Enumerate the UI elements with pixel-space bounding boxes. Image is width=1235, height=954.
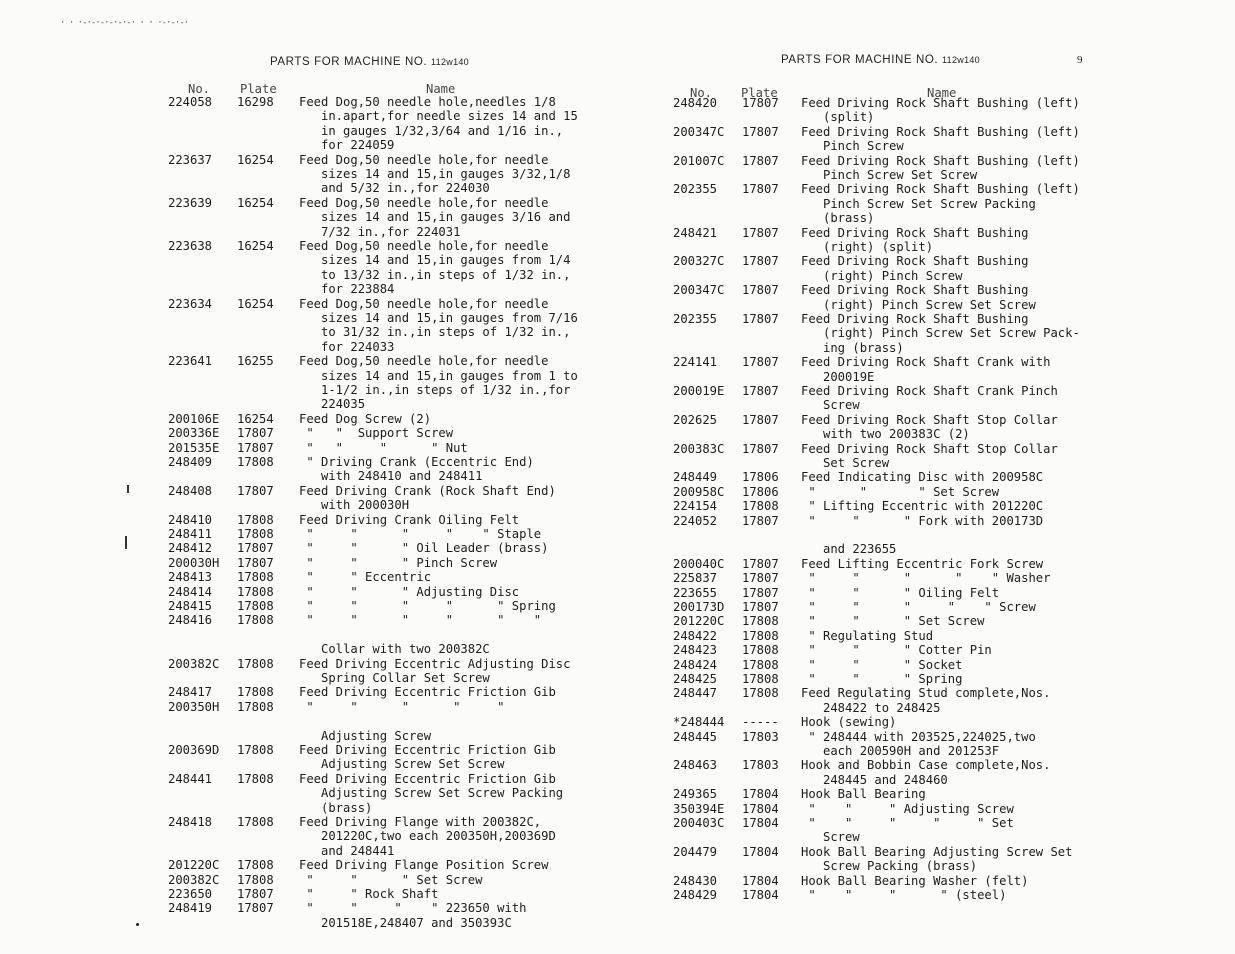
plate-number: 17807 — [742, 412, 779, 427]
plate-number: 17807 — [742, 182, 779, 197]
plate-number: 17808 — [237, 685, 274, 700]
part-name: Feed Driving Flange with 200382C, 201220C,two each 200350H,200369D and 248441 — [299, 815, 556, 858]
plate-number: 16298 — [237, 95, 274, 109]
plate-number: 16254 — [237, 296, 274, 311]
part-name: " " " " " Adjusting Screw — [306, 699, 505, 743]
plate-number: 17808 — [237, 872, 274, 887]
part-name: " " " " " Spring — [299, 599, 556, 613]
part-name: Feed Driving Rock Shaft Bushing (right) Pinch Screw Set Screw — [801, 283, 1036, 312]
part-name: Feed Driving Rock Shaft Bushing (left) Pinch Screw — [801, 124, 1080, 154]
part-name: " " " " (steel) — [801, 888, 1007, 902]
part-name: Feed Dog,50 needle hole,for needle sizes 14 and 15,in gauges from 1/4 to 13/32 in.,in steps of 1/32 in., for 223884 — [299, 239, 571, 297]
part-name: " " " " " Washer — [801, 571, 1051, 586]
right-header-machine: 112w140 — [942, 55, 980, 65]
plate-number: 17804 — [742, 888, 779, 902]
part-number: 200369D — [168, 743, 220, 757]
plate-number: 17807 — [742, 96, 779, 110]
plate-number: 16254 — [237, 195, 274, 210]
plate-number: 17808 — [742, 643, 779, 658]
column-header-name: Name — [426, 82, 456, 96]
part-number: 248408 — [168, 483, 213, 498]
scan-mark — [125, 536, 127, 549]
part-number: 200173D — [673, 600, 725, 614]
part-number: 200403C — [673, 816, 725, 830]
right-parts-column — [673, 86, 1103, 916]
part-name: " " Support Screw — [299, 426, 454, 441]
part-number: 200382C — [168, 656, 220, 671]
plate-number: 17808 — [237, 613, 274, 628]
part-number: 223638 — [168, 239, 213, 253]
part-name: Feed Driving Rock Shaft Crank Pinch Screw — [801, 384, 1058, 413]
plate-number: 17807 — [237, 901, 274, 916]
part-number: 200106E — [168, 411, 220, 426]
plate-number: 17808 — [237, 527, 274, 541]
scan-specks: · · ·-·-·-·-·-·-· · · ·-·-·-· — [60, 18, 189, 28]
part-number: 248463 — [673, 758, 718, 773]
part-number: 201535E — [168, 440, 220, 455]
plate-number: 17807 — [742, 225, 779, 240]
left-parts-column — [168, 82, 618, 930]
plate-number: 17808 — [237, 599, 274, 613]
part-number: 248424 — [673, 657, 718, 672]
left-header-machine: 112w140 — [431, 57, 469, 67]
part-name: Feed Driving Rock Shaft Bushing (right) (split) — [801, 225, 1029, 254]
part-number: 204479 — [673, 844, 718, 859]
plate-number: 16254 — [237, 152, 274, 167]
plate-number: 17808 — [237, 815, 274, 829]
part-number: 223637 — [168, 152, 213, 167]
plate-number: 16254 — [237, 411, 274, 426]
plate-number: 17807 — [742, 513, 779, 528]
part-number: 248414 — [168, 584, 213, 599]
part-name: " " " Set Screw — [801, 484, 1000, 499]
part-number: 248419 — [168, 901, 213, 916]
part-name: Hook Ball Bearing Adjusting Screw Set Screw Packing (brass) — [801, 844, 1073, 874]
column-header-no: No. — [188, 82, 211, 96]
plate-number: 17808 — [237, 570, 274, 585]
plate-number: 17808 — [742, 628, 779, 643]
part-number: 200958C — [673, 484, 725, 499]
left-page-header — [270, 56, 469, 68]
right-page-header — [781, 54, 980, 66]
part-name: Feed Driving Eccentric Adjusting Disc Spring Collar Set Screw — [299, 656, 571, 685]
part-name: " " " " " Screw — [801, 600, 1036, 614]
part-number: 248425 — [673, 672, 718, 686]
plate-number: 17806 — [742, 470, 779, 485]
plate-number: 17808 — [237, 656, 274, 671]
part-number: 225837 — [673, 571, 718, 586]
part-name: Feed Dog Screw (2) — [299, 411, 432, 426]
plate-number: 17807 — [742, 254, 779, 269]
plate-number: 17803 — [742, 729, 779, 744]
part-number: 248417 — [168, 685, 213, 700]
part-number: 224058 — [168, 95, 213, 109]
page-number: 9 — [1077, 54, 1083, 66]
part-name: " " " Fork with 200173D and 223655 — [808, 513, 1044, 557]
part-number: 248413 — [168, 570, 213, 585]
part-number: 248423 — [673, 643, 718, 658]
part-name: Feed Driving Rock Shaft Bushing (left) Pinch Screw Set Screw Packing (brass) — [801, 182, 1080, 226]
part-number: 248421 — [673, 225, 718, 240]
plate-number: 17807 — [742, 312, 779, 326]
part-number: 224141 — [673, 355, 718, 370]
plate-number: 17807 — [742, 600, 779, 614]
part-name: Hook and Bobbin Case complete,Nos. 248445 and 248460 — [801, 758, 1051, 787]
part-number: 200336E — [168, 426, 220, 441]
part-number: 248415 — [168, 599, 213, 613]
part-name: Hook (sewing) — [801, 715, 897, 730]
part-name: " " Eccentric — [299, 570, 432, 585]
part-name: Feed Indicating Disc with 200958C — [801, 470, 1044, 485]
part-number: 248418 — [168, 815, 213, 829]
part-name: " " " " Nut — [299, 440, 468, 455]
plate-number: 17807 — [742, 355, 779, 370]
part-name: Feed Dog,50 needle hole,for needle sizes 14 and 15,in gauges 3/32,1/8 and 5/32 in.,for 224030 — [299, 152, 571, 196]
part-number: 223641 — [168, 354, 213, 369]
part-name: Hook Ball Bearing Washer (felt) — [801, 873, 1029, 888]
plate-number: 17807 — [742, 153, 779, 168]
part-number: 248445 — [673, 729, 718, 744]
plate-number: 17807 — [742, 585, 779, 600]
part-number: 200382C — [168, 872, 220, 887]
scan-mark — [127, 485, 129, 493]
column-header-plate: Plate — [240, 82, 277, 96]
plate-number: 17808 — [742, 499, 779, 514]
part-number: 248416 — [168, 613, 213, 628]
part-number: 248411 — [168, 527, 213, 541]
part-number: 202355 — [673, 182, 718, 197]
part-name: Feed Lifting Eccentric Fork Screw — [801, 556, 1044, 571]
plate-number: 17803 — [742, 758, 779, 773]
part-number: 224154 — [673, 499, 718, 514]
part-name: " " " Set Screw — [801, 614, 985, 629]
plate-number: 17807 — [237, 555, 274, 570]
plate-number: 17807 — [742, 571, 779, 586]
part-name: Feed Regulating Stud complete,Nos. 248422 to 248425 — [801, 686, 1051, 715]
part-number: 200040C — [673, 556, 725, 571]
part-number: 249365 — [673, 787, 718, 802]
part-name: " " " Spring — [801, 672, 963, 686]
part-name: Feed Dog,50 needle hole,needles 1/8 in.apart,for needle sizes 14 and 15 in gauges 1/32,3/64 and 1/16 in., for 224059 — [299, 95, 578, 153]
plate-number: 17807 — [742, 283, 779, 298]
part-name: " " " " " " Collar with two 200382C — [306, 613, 542, 657]
part-name: Feed Driving Flange Position Screw — [299, 858, 549, 873]
plate-number: 17804 — [742, 844, 779, 859]
plate-number: 17807 — [742, 384, 779, 398]
part-number: 223639 — [168, 195, 213, 210]
part-number: 248441 — [168, 771, 213, 786]
part-number: 248429 — [673, 888, 718, 902]
plate-number: 17808 — [237, 512, 274, 527]
part-number: 350394E — [673, 801, 725, 816]
part-name: Feed Driving Rock Shaft Stop Collar with two 200383C (2) — [801, 412, 1058, 442]
plate-number: 17807 — [742, 124, 779, 139]
plate-number: 17808 — [237, 455, 274, 469]
part-name: Feed Driving Rock Shaft Bushing (left) Pinch Screw Set Screw — [801, 153, 1080, 182]
plate-number: 17808 — [742, 614, 779, 629]
part-number: 223655 — [673, 585, 718, 600]
part-name: Hook Ball Bearing — [801, 787, 926, 802]
plate-number: 17808 — [742, 657, 779, 672]
part-number: 223650 — [168, 887, 213, 901]
part-number: 248412 — [168, 541, 213, 556]
part-number: 201220C — [673, 614, 725, 629]
part-number: 201220C — [168, 858, 220, 873]
part-name: Feed Driving Rock Shaft Bushing (left) (split) — [801, 96, 1080, 125]
part-name: Feed Dog,50 needle hole,for needle sizes 14 and 15,in gauges from 7/16 to 31/32 in.,in steps of 1/32 in., for 224033 — [299, 296, 578, 354]
plate-number: 17804 — [742, 787, 779, 802]
part-name: " " " Oiling Felt — [801, 585, 1000, 600]
plate-number: 17807 — [237, 541, 274, 556]
part-number: 248430 — [673, 873, 718, 888]
part-number: 200383C — [673, 441, 725, 456]
part-number: 202355 — [673, 312, 718, 326]
part-name: " " " Cotter Pin — [801, 643, 992, 658]
plate-number: 17808 — [237, 584, 274, 599]
part-number: 200347C — [673, 283, 725, 298]
part-name: " " " Set Screw — [299, 872, 483, 887]
part-number: 202625 — [673, 412, 718, 427]
plate-number: 17808 — [742, 686, 779, 701]
scan-speck — [136, 923, 139, 926]
plate-number: 16255 — [237, 354, 274, 369]
column-header-name: Name — [927, 86, 957, 100]
part-number: 224052 — [673, 513, 718, 528]
plate-number: 17808 — [237, 858, 274, 873]
part-name: " Driving Crank (Eccentric End) with 248410 and 248411 — [306, 455, 534, 484]
part-number: 200327C — [673, 254, 725, 269]
plate-number: 17804 — [742, 873, 779, 888]
part-name: " " " Adjusting Disc — [299, 584, 520, 599]
part-number: *248444 — [673, 715, 725, 730]
part-name: " " " Socket — [801, 657, 963, 672]
part-number: 200347C — [673, 124, 725, 139]
plate-number: 17807 — [237, 887, 274, 901]
plate-number: 17807 — [742, 556, 779, 571]
plate-number: 17808 — [237, 699, 274, 714]
part-number: 248422 — [673, 628, 718, 643]
part-name: Feed Driving Eccentric Friction Gib Adjusting Screw Set Screw Packing (brass) — [299, 771, 564, 815]
part-number: 248410 — [168, 512, 213, 527]
part-name: Feed Driving Rock Shaft Crank with 200019E — [801, 355, 1051, 384]
part-name: " " " Oil Leader (brass) — [299, 541, 549, 556]
part-name: Feed Driving Crank Oiling Felt — [299, 512, 520, 527]
part-name: " 248444 with 203525,224025,two each 200590H and 201253F — [808, 729, 1036, 758]
part-name: Feed Driving Eccentric Friction Gib — [299, 685, 556, 700]
part-name: Feed Dog,50 needle hole,for needle sizes 14 and 15,in gauges from 1 to 1-1/2 in.,in steps of 1/32 in.,for 224035 — [299, 354, 578, 412]
plate-number: 17807 — [237, 483, 274, 498]
part-name: Feed Driving Eccentric Friction Gib Adjusting Screw Set Screw — [299, 743, 556, 772]
plate-number: 17808 — [237, 743, 274, 757]
part-name: Feed Driving Rock Shaft Bushing (right) Pinch Screw — [801, 254, 1029, 283]
left-header-title: PARTS FOR MACHINE NO. — [270, 56, 428, 68]
plate-number: 16254 — [237, 239, 274, 253]
part-name: " " " " " Set Screw — [808, 816, 1014, 845]
part-number: 248449 — [673, 470, 718, 485]
plate-number: 17807 — [742, 441, 779, 456]
part-name: " " " " 223650 with 201518E,248407 and 350393C — [306, 901, 527, 930]
part-number: 248409 — [168, 455, 213, 469]
right-header-title: PARTS FOR MACHINE NO. — [781, 54, 939, 66]
plate-number: 17807 — [237, 426, 274, 441]
part-number: 200350H — [168, 699, 220, 714]
part-number: 223634 — [168, 296, 213, 311]
part-name: Feed Driving Crank (Rock Shaft End) with 200030H — [299, 483, 556, 513]
part-name: " " " " " Staple — [299, 527, 542, 541]
part-name: Feed Dog,50 needle hole,for needle sizes 14 and 15,in gauges 3/16 and 7/32 in.,for 224031 — [299, 195, 571, 239]
part-name: Feed Driving Rock Shaft Stop Collar Set Screw — [801, 441, 1058, 470]
part-name: Feed Driving Rock Shaft Bushing (right) Pinch Screw Set Screw Pack- ing (brass) — [801, 312, 1080, 355]
part-name: " Regulating Stud — [801, 628, 934, 643]
plate-number: 17807 — [237, 440, 274, 455]
part-number: 201007C — [673, 153, 725, 168]
plate-number: 17808 — [742, 672, 779, 686]
part-name: " " Rock Shaft — [299, 887, 439, 901]
column-header-no: No. — [690, 86, 713, 100]
part-name: " " " Adjusting Screw — [801, 801, 1014, 816]
column-header-plate: Plate — [741, 86, 778, 100]
part-name: " " " Pinch Screw — [299, 555, 498, 570]
part-name: " Lifting Eccentric with 201220C — [801, 499, 1044, 514]
part-number: 248420 — [673, 96, 718, 110]
plate-number: 17804 — [742, 801, 779, 816]
plate-number: 17804 — [742, 816, 779, 830]
part-number: 200019E — [673, 384, 725, 398]
plate-number: 17806 — [742, 484, 779, 499]
plate-number: 17808 — [237, 771, 274, 786]
part-number: 248447 — [673, 686, 718, 701]
plate-number: ----- — [742, 715, 779, 730]
part-number: 200030H — [168, 555, 220, 570]
